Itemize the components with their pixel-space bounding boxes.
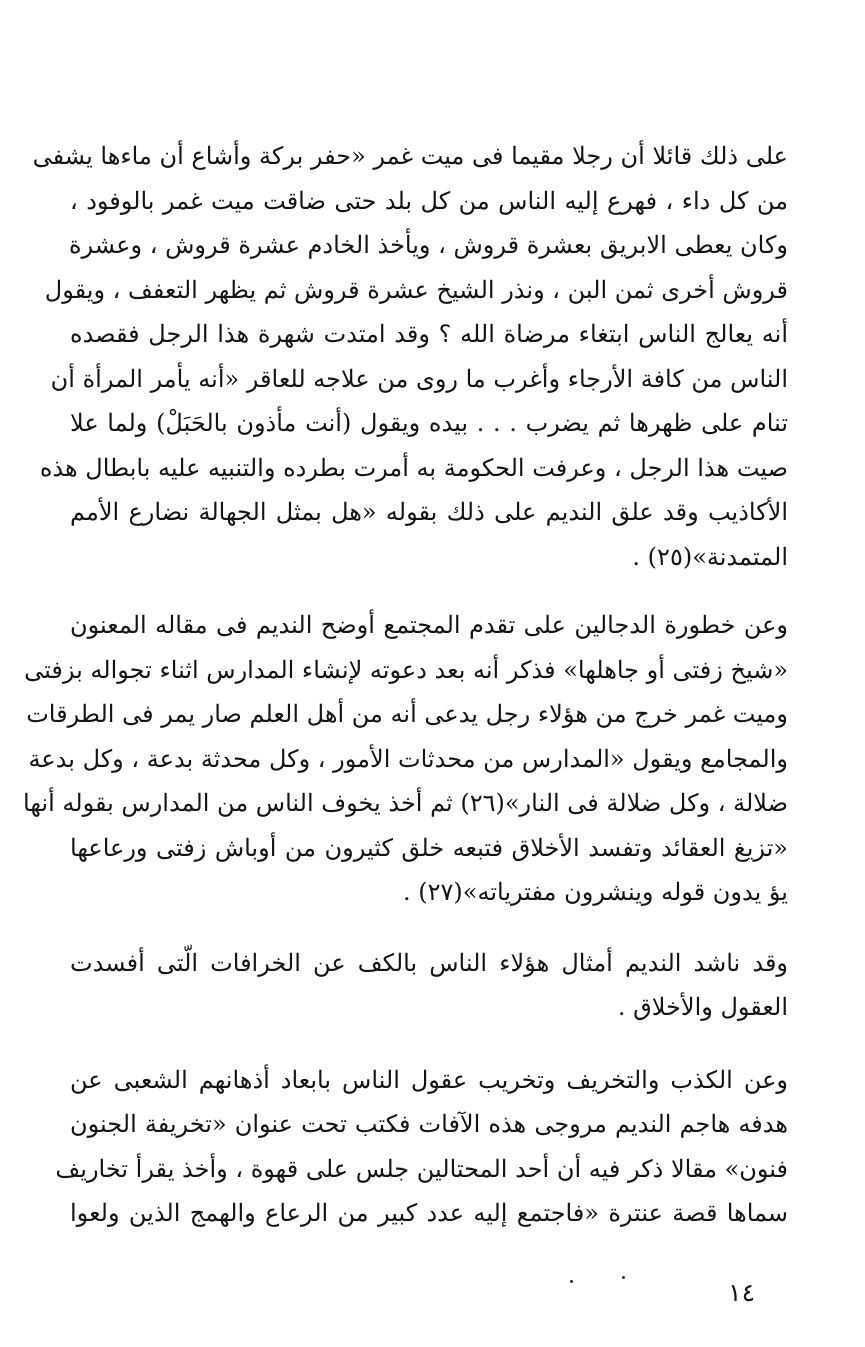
paragraph-spacer: [70, 1030, 788, 1058]
page-number: ١٤: [728, 1278, 755, 1307]
text-line: ضلالة ، وكل ضلالة فى النار»(٢٦) ثم أخذ يخوف الناس من المدارس بقوله أنها: [23, 789, 788, 817]
paragraph-spacer: [70, 915, 788, 941]
text-line: الناس من كافة الأرجاء وأغرب ما روى من علاجه للعاقر «أنه يأمر المرأة أن: [50, 364, 788, 393]
text-line: وكان يعطى الابريق بعشرة قروش ، ويأخذ الخادم عشرة قروش ، وعشرة: [68, 231, 788, 259]
text-line: قروش أخرى ثمن البن ، ونذر الشيخ عشرة قروش ثم يظهر التعفف ، ويقول: [44, 275, 788, 304]
text-line: على ذلك قائلا أن رجلا مقيما فى ميت غمر «حفر بركة وأشاع أن ماءها يشفى: [32, 142, 788, 170]
text-line: وقد ناشد النديم أمثال هؤلاء الناس بالكف عن الخرافات الّتى أفسدت: [70, 948, 788, 977]
text-line: وعن خطورة الدجالين على تقدم المجتمع أوضح النديم فى مقاله المعنون: [70, 611, 788, 639]
text-line: العقول والأخلاق .: [617, 993, 788, 1021]
scan-speck: [570, 1280, 573, 1283]
text-line: وعن الكذب والتخريف وتخريب عقول الناس بابعاد أذهانهم الشعبى عن: [70, 1065, 788, 1094]
text-line: وميت غمر خرج من هؤلاء رجل يدعى أنه من أهل العلم صار يمر فى الطرقات: [26, 700, 788, 728]
text-line: «تزيغ العقائد وتفسد الأخلاق فتبعه خلق كثيرون من أوباش زفتى ورعاعها: [70, 833, 788, 862]
paragraph-spacer: [70, 579, 788, 603]
scan-speck: [622, 1276, 625, 1279]
text-line: الأكاذيب وقد علق النديم على ذلك بقوله «هل بمثل الجهالة نضارع الأمم: [70, 498, 788, 526]
paragraph-4: [55, 1058, 788, 1236]
page-body: [23, 134, 789, 1236]
text-line: سماها قصة عنترة «فاجتمع إليه عدد كبير من الرعاع والهمج الذين ولعوا: [70, 1199, 788, 1227]
text-line: والمجامع ويقول «المدارس من محدثات الأمور ، وكل محدثة بدعة ، وكل بدعة: [28, 744, 788, 773]
text-line: فنون» مقالا ذكر فيه أن أحد المحتالين جلس على قهوة ، وأخذ يقرأ تخاريف: [55, 1154, 788, 1183]
text-line: المتمدنة»(٢٥) .: [632, 542, 788, 571]
paragraph-3: [70, 941, 788, 1030]
text-line: يؤ يدون قوله وينشرون مفترياته»(٢٧) .: [403, 878, 788, 906]
text-line: صيت هذا الرجل ، وعرفت الحكومة به أمرت بطرده والتنبيه عليه بابطال هذه: [39, 453, 788, 482]
text-line: تنام على ظهرها ثم يضرب . . . بيده ويقول (أنت مأذون بالحَبَلْ) ولما علا: [70, 409, 789, 437]
paragraph-2: [23, 603, 788, 915]
text-line: «شيخ زفتى أو جاهلها» فذكر أنه بعد دعوته لإنشاء المدارس اثناء تجواله بزفتى: [24, 655, 788, 684]
paragraph-1: [32, 134, 789, 579]
text-line: من كل داء ، فهرع إليه الناس من كل بلد حتى ضاقت ميت غمر بالوفود ،: [70, 186, 788, 215]
text-line: هدفه هاجم النديم مروجى هذه الآفات فكتب تحت عنوان «تخريفة الجنون: [70, 1110, 788, 1138]
text-line: أنه يعالج الناس ابتغاء مرضاة الله ؟ وقد امتدت شهرة هذا الرجل فقصده: [70, 320, 788, 348]
